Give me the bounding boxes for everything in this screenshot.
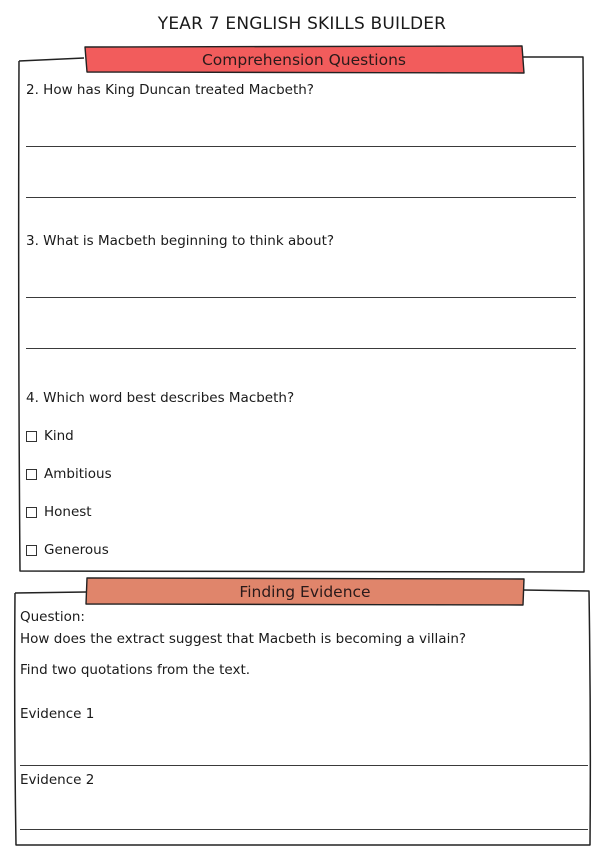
- evidence-banner-label: Finding Evidence: [239, 582, 371, 601]
- evidence-1-line[interactable]: [20, 765, 588, 766]
- evidence-2-line[interactable]: [20, 829, 588, 830]
- evidence-banner: [85, 577, 525, 606]
- option-label: Generous: [44, 542, 109, 558]
- evidence-1-label: Evidence 1: [20, 706, 95, 722]
- comprehension-banner-label: Comprehension Questions: [201, 50, 406, 69]
- question-2: 2. How has King Duncan treated Macbeth?: [26, 82, 314, 98]
- evidence-question: How does the extract suggest that Macbeth is becoming a villain?: [20, 631, 467, 647]
- option-label: Honest: [44, 504, 92, 520]
- question-4: 4. Which word best describes Macbeth?: [26, 390, 295, 406]
- option-label: Ambitious: [44, 466, 112, 482]
- question-label: Question:: [20, 609, 85, 625]
- option-label: Kind: [44, 428, 74, 444]
- question-3: 3. What is Macbeth beginning to think about?: [26, 233, 335, 249]
- page-title: YEAR 7 ENGLISH SKILLS BUILDER: [157, 14, 447, 34]
- evidence-2-label: Evidence 2: [20, 772, 95, 788]
- instruction-text: Find two quotations from the text.: [20, 662, 251, 678]
